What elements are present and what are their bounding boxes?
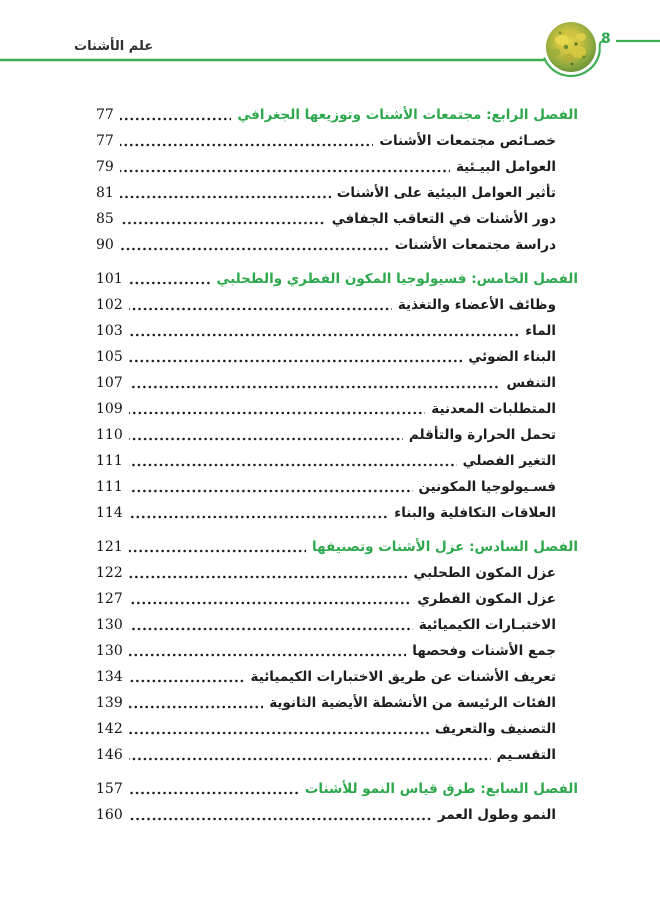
- dot-leader: [120, 247, 389, 251]
- page-number: 142: [96, 721, 123, 737]
- page-number: 81: [96, 185, 114, 201]
- dot-leader: [129, 601, 412, 605]
- toc-item-row: [96, 802, 578, 828]
- dot-leader: [129, 359, 463, 363]
- dot-leader: [129, 575, 408, 579]
- item-title: دور الأشنات في التعاقب الجفافي: [331, 211, 556, 227]
- toc-item-row: [96, 232, 578, 258]
- page-header: [0, 0, 660, 100]
- table-of-contents: [96, 102, 578, 828]
- item-title: التقسـيم: [496, 747, 556, 763]
- item-title: جمع الأشنات وفحصها: [412, 643, 556, 659]
- chapter-title: الفصل السادس: عزل الأشنات وتصنيفها: [312, 539, 578, 555]
- item-title: التغير الفصلي: [462, 453, 556, 469]
- page-number: 85: [96, 211, 114, 227]
- toc-item-row: [96, 690, 578, 716]
- dot-leader: [129, 679, 245, 683]
- toc-item-row: [96, 612, 578, 638]
- item-title: المتطلبات المعدنية: [431, 401, 556, 417]
- page-number: 111: [96, 453, 123, 469]
- dot-leader: [120, 117, 232, 121]
- page-number: 130: [96, 643, 123, 659]
- toc-item-row: [96, 292, 578, 318]
- toc-item-row: [96, 370, 578, 396]
- lichen-photo-icon: [546, 22, 596, 72]
- dot-leader: [120, 169, 450, 173]
- page-number: 77: [96, 107, 114, 123]
- chapter-title: الفصل الخامس: فسيولوجيا المكون الفطري والطحلبي: [216, 271, 578, 287]
- page-number: 121: [96, 539, 123, 555]
- item-title: الفئات الرئيسة من الأنشطة الأيضية الثانوية: [269, 695, 556, 711]
- dot-leader: [129, 515, 389, 519]
- toc-item-row: [96, 742, 578, 768]
- page-number: 90: [96, 237, 114, 253]
- toc-item-row: [96, 586, 578, 612]
- page-number: 102: [96, 297, 123, 313]
- item-title: تعريف الأشنات عن طريق الاختبارات الكيميائية: [250, 669, 556, 685]
- toc-item-row: [96, 206, 578, 232]
- dot-leader: [129, 653, 407, 657]
- page-number-badge: 8: [601, 31, 611, 47]
- toc-chapter-row: [96, 266, 578, 292]
- item-title: التنفس: [506, 375, 556, 391]
- item-title: التصنيف والتعريف: [434, 721, 556, 737]
- item-title: فسـيولوجيا المكونين: [418, 479, 556, 495]
- page-number: 111: [96, 479, 123, 495]
- toc-item-row: [96, 422, 578, 448]
- dot-leader: [129, 281, 211, 285]
- page-number: 101: [96, 271, 123, 287]
- item-title: تحمل الحرارة والتأقلم: [408, 427, 556, 443]
- page-number: 122: [96, 565, 123, 581]
- toc-item-row: [96, 396, 578, 422]
- dot-leader: [129, 307, 392, 311]
- dot-leader: [129, 731, 429, 735]
- toc-chapter-row: [96, 776, 578, 802]
- page-number: 160: [96, 807, 123, 823]
- item-title: العلاقات التكافلية والبناء: [394, 505, 556, 521]
- item-title: تأثير العوامل البيئية على الأشنات: [336, 185, 556, 201]
- toc-item-row: [96, 180, 578, 206]
- page-number: 127: [96, 591, 123, 607]
- toc-item-row: [96, 128, 578, 154]
- page-number: 109: [96, 401, 123, 417]
- item-title: عزل المكون الطحلبي: [413, 565, 556, 581]
- toc-item-row: [96, 448, 578, 474]
- dot-leader: [120, 221, 326, 225]
- page-number: 146: [96, 747, 123, 763]
- item-title: عزل المكون الفطري: [417, 591, 556, 607]
- toc-item-row: [96, 638, 578, 664]
- page-number: 134: [96, 669, 123, 685]
- dot-leader: [129, 817, 432, 821]
- item-title: العوامل البيـئية: [455, 159, 556, 175]
- item-title: وظائف الأعضاء والتغذية: [397, 297, 556, 313]
- toc-chapter-row: [96, 534, 578, 560]
- toc-section: [96, 266, 578, 526]
- item-title: دراسة مجتمعات الأشنات: [394, 237, 556, 253]
- dot-leader: [129, 705, 263, 709]
- chapter-title: الفصل الرابع: مجتمعات الأشنات وتوزيعها الجغرافي: [237, 107, 578, 123]
- page-number: 114: [96, 505, 123, 521]
- toc-item-row: [96, 500, 578, 526]
- dot-leader: [129, 333, 520, 337]
- dot-leader: [129, 791, 299, 795]
- page-number: 110: [96, 427, 123, 443]
- page-number: 139: [96, 695, 123, 711]
- toc-item-row: [96, 560, 578, 586]
- dot-leader: [120, 195, 331, 199]
- toc-item-row: [96, 154, 578, 180]
- running-head-book-title: علم الأشنات: [74, 39, 154, 54]
- dot-leader: [129, 411, 426, 415]
- dot-leader: [129, 757, 491, 761]
- toc-section: [96, 776, 578, 828]
- page-number: 103: [96, 323, 123, 339]
- page-number: 105: [96, 349, 123, 365]
- page-number: 77: [96, 133, 114, 149]
- toc-item-row: [96, 664, 578, 690]
- dot-leader: [129, 385, 501, 389]
- item-title: خصـائص مجتمعات الأشنات: [379, 133, 556, 149]
- toc-section: [96, 102, 578, 258]
- page-number: 107: [96, 375, 123, 391]
- item-title: البناء الضوئي: [468, 349, 556, 365]
- item-title: الاختبـارات الكيميائية: [418, 617, 556, 633]
- dot-leader: [129, 463, 457, 467]
- page-number: 157: [96, 781, 123, 797]
- toc-section: [96, 534, 578, 768]
- dot-leader: [120, 143, 374, 147]
- toc-item-row: [96, 344, 578, 370]
- page-number: 79: [96, 159, 114, 175]
- item-title: النمو وطول العمر: [437, 807, 556, 823]
- chapter-title: الفصل السابع: طرق قياس النمو للأشنات: [304, 781, 578, 797]
- page-number: 130: [96, 617, 123, 633]
- dot-leader: [129, 627, 413, 631]
- toc-chapter-row: [96, 102, 578, 128]
- item-title: الماء: [525, 323, 556, 339]
- toc-item-row: [96, 716, 578, 742]
- toc-item-row: [96, 474, 578, 500]
- dot-leader: [129, 437, 403, 441]
- dot-leader: [129, 489, 413, 493]
- dot-leader: [129, 549, 306, 553]
- toc-item-row: [96, 318, 578, 344]
